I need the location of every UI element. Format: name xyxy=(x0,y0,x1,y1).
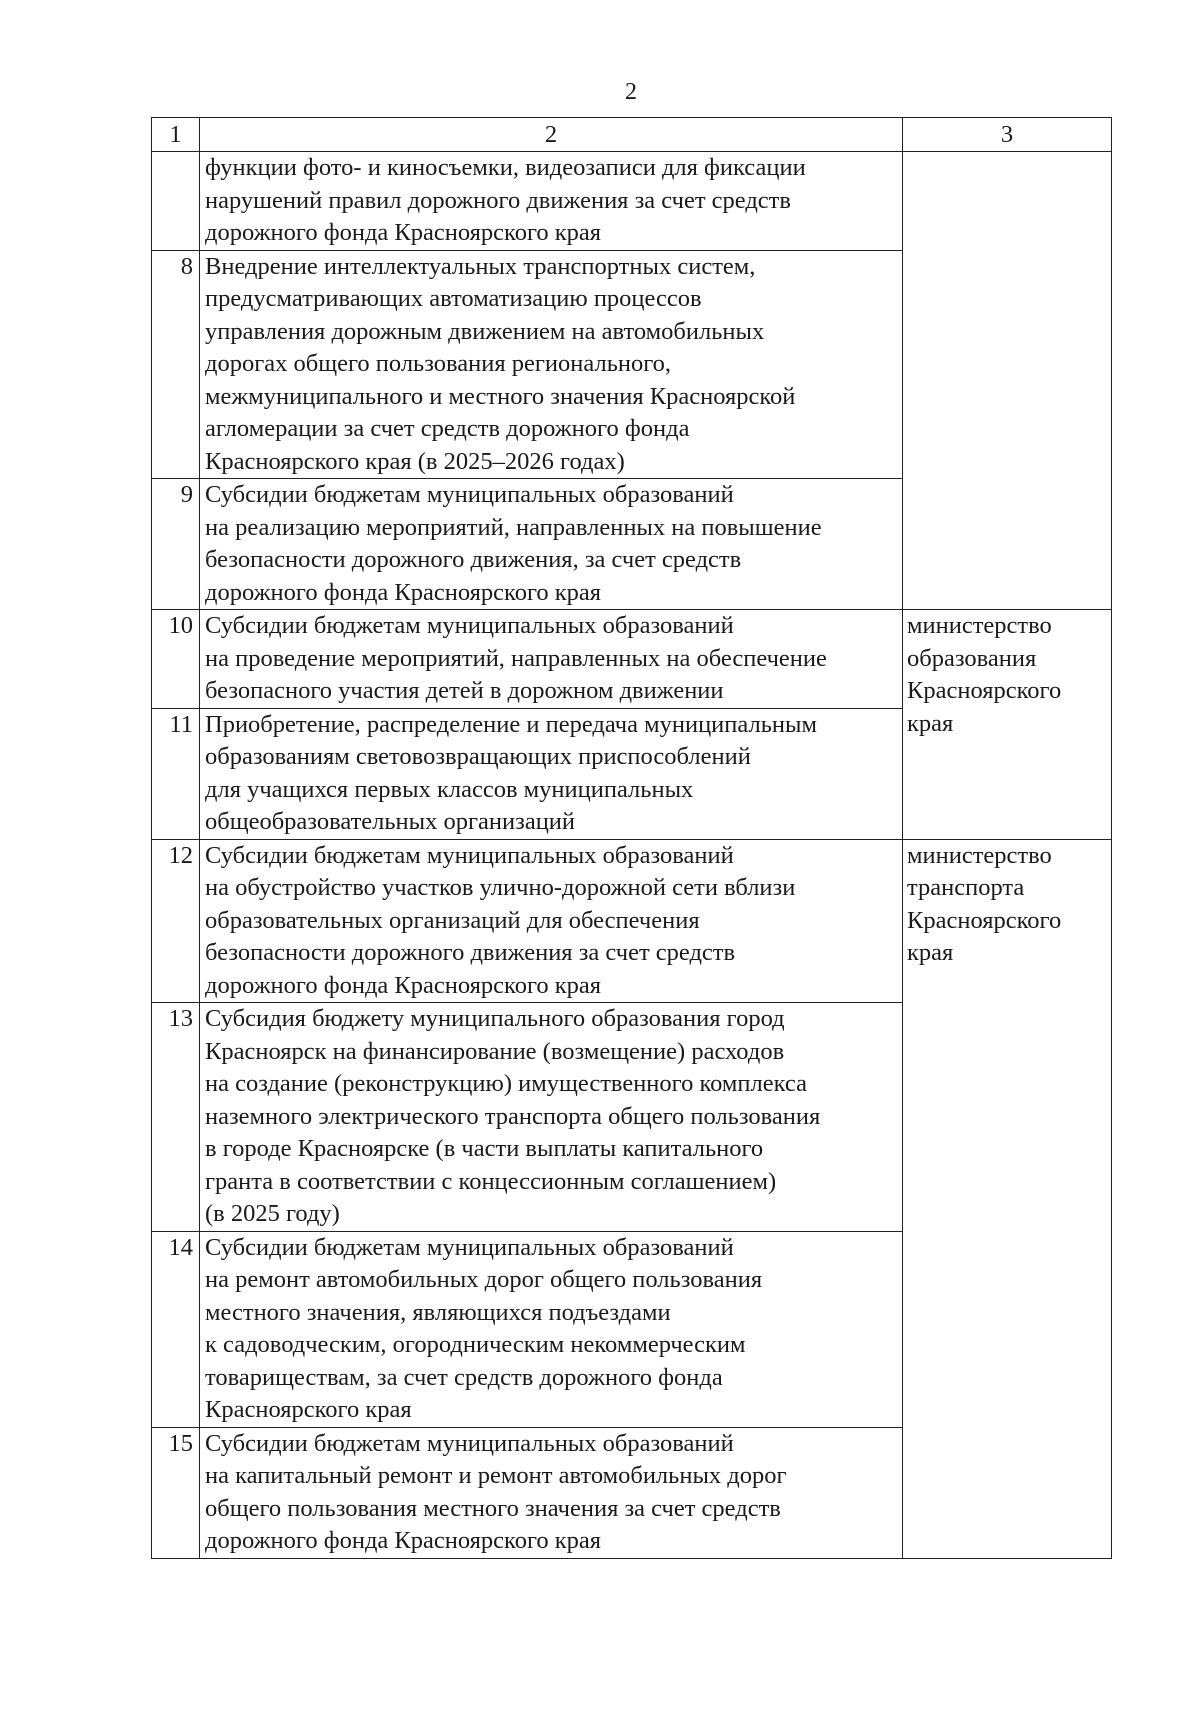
description-line: на проведение мероприятий, направленных на обеспечение xyxy=(205,644,827,672)
description-line: Субсидии бюджетам муниципальных образований xyxy=(205,841,734,869)
responsible-line: министерство xyxy=(907,841,1052,869)
description-line: предусматривающих автоматизацию процессов xyxy=(205,285,702,312)
description-line: (в 2025 году) xyxy=(205,1200,340,1227)
responsible-line: министерство xyxy=(907,612,1052,639)
responsible-line: образования xyxy=(907,644,1037,672)
row-number xyxy=(152,152,200,251)
responsible-line: края xyxy=(907,939,954,966)
responsible-line: транспорта xyxy=(907,874,1025,901)
description-line: Субсидии бюджетам муниципальных образований xyxy=(205,612,734,639)
measure-description xyxy=(200,1231,903,1427)
measure-description xyxy=(200,250,903,479)
measure-description xyxy=(200,708,903,839)
header-cell-1: 1 xyxy=(152,118,200,152)
description-line: Субсидии бюджетам муниципальных образований xyxy=(205,1429,734,1457)
row-number: 9 xyxy=(152,479,200,610)
row-number: 11 xyxy=(152,708,200,839)
description-line: на ремонт автомобильных дорог общего пользования xyxy=(205,1266,763,1293)
description-line: товариществам, за счет средств дорожного фонда xyxy=(205,1363,723,1391)
table-row xyxy=(152,839,1112,1003)
description-line: Субсидии бюджетам муниципальных образований xyxy=(205,1233,734,1261)
responsible-line: края xyxy=(907,709,954,737)
description-line: функции фото- и киносъемки, видеозаписи для фиксации xyxy=(205,154,806,181)
description-line: на создание (реконструкцию) имущественного комплекса xyxy=(205,1070,807,1097)
description-line: Приобретение, распределение и передача муниципальным xyxy=(205,710,817,738)
description-line: дорожного фонда Красноярского края xyxy=(205,219,602,246)
measure-description xyxy=(200,610,903,709)
page-number: 2 xyxy=(625,79,637,105)
description-line: агломерации за счет средств дорожного фонда xyxy=(205,415,690,442)
description-line: Субсидия бюджету муниципального образования город xyxy=(205,1005,785,1032)
measure-description xyxy=(200,152,903,251)
description-line: дорожного фонда Красноярского края xyxy=(205,578,602,606)
description-line: к садоводческим, огородническим некоммерческим xyxy=(205,1331,746,1358)
description-line: дорогах общего пользования регионального, xyxy=(205,350,672,377)
description-line: образованиям световозвращающих приспособлений xyxy=(205,743,751,770)
description-line: в городе Красноярске (в части выплаты капитального xyxy=(205,1135,764,1162)
responsible-blank-cell xyxy=(903,152,1112,610)
description-line: Красноярского края xyxy=(205,1396,412,1423)
measure-description xyxy=(200,1427,903,1558)
measure-description xyxy=(200,1003,903,1232)
description-line: общеобразовательных организаций xyxy=(205,808,576,835)
description-line: наземного электрического транспорта общего пользования xyxy=(205,1102,821,1130)
description-line: образовательных организаций для обеспечения xyxy=(205,906,700,934)
header-cell-2: 2 xyxy=(200,118,903,152)
description-line: на капитальный ремонт и ремонт автомобильных дорог xyxy=(205,1462,787,1489)
description-line: местного значения, являющихся подъездами xyxy=(205,1298,671,1326)
table-row xyxy=(152,152,1112,251)
row-number: 8 xyxy=(152,250,200,479)
description-line: Внедрение интеллектуальных транспортных систем, xyxy=(205,252,756,280)
description-line: гранта в соответствии с концессионным соглашением) xyxy=(205,1167,777,1195)
description-line: на реализацию мероприятий, направленных на повышение xyxy=(205,513,822,541)
description-line: управления дорожным движением на автомобильных xyxy=(205,317,765,345)
header-cell-3: 3 xyxy=(903,118,1112,152)
responsible-education-ministry xyxy=(903,610,1112,840)
row-number: 15 xyxy=(152,1427,200,1558)
row-number: 12 xyxy=(152,839,200,1003)
description-line: дорожного фонда Красноярского края xyxy=(205,971,602,999)
description-line: для учащихся первых классов муниципальных xyxy=(205,775,694,803)
description-line: нарушений правил дорожного движения за счет средств xyxy=(205,186,791,214)
description-line: Красноярского края (в 2025–2026 годах) xyxy=(205,447,625,475)
table-header-row xyxy=(152,118,1112,152)
description-line: межмуниципального и местного значения Красноярской xyxy=(205,382,796,410)
description-line: дорожного фонда Красноярского края xyxy=(205,1527,602,1554)
measure-description xyxy=(200,479,903,610)
row-number: 13 xyxy=(152,1003,200,1232)
responsible-transport-ministry xyxy=(903,839,1112,1558)
description-line: безопасного участия детей в дорожном движении xyxy=(205,677,724,704)
description-line: Субсидии бюджетам муниципальных образований xyxy=(205,481,734,508)
description-line: общего пользования местного значения за счет средств xyxy=(205,1494,781,1522)
description-line: Красноярск на финансирование (возмещение) расходов xyxy=(205,1037,785,1065)
responsible-line: Красноярского xyxy=(907,906,1062,934)
measure-description xyxy=(200,839,903,1003)
table-row xyxy=(152,610,1112,709)
row-number: 10 xyxy=(152,610,200,709)
row-number: 14 xyxy=(152,1231,200,1427)
measures-table xyxy=(151,117,1112,1559)
responsible-line: Красноярского xyxy=(907,677,1062,704)
description-line: безопасности дорожного движения, за счет средств xyxy=(205,546,742,573)
description-line: на обустройство участков улично-дорожной сети вблизи xyxy=(205,874,796,901)
description-line: безопасности дорожного движения за счет средств xyxy=(205,939,736,966)
